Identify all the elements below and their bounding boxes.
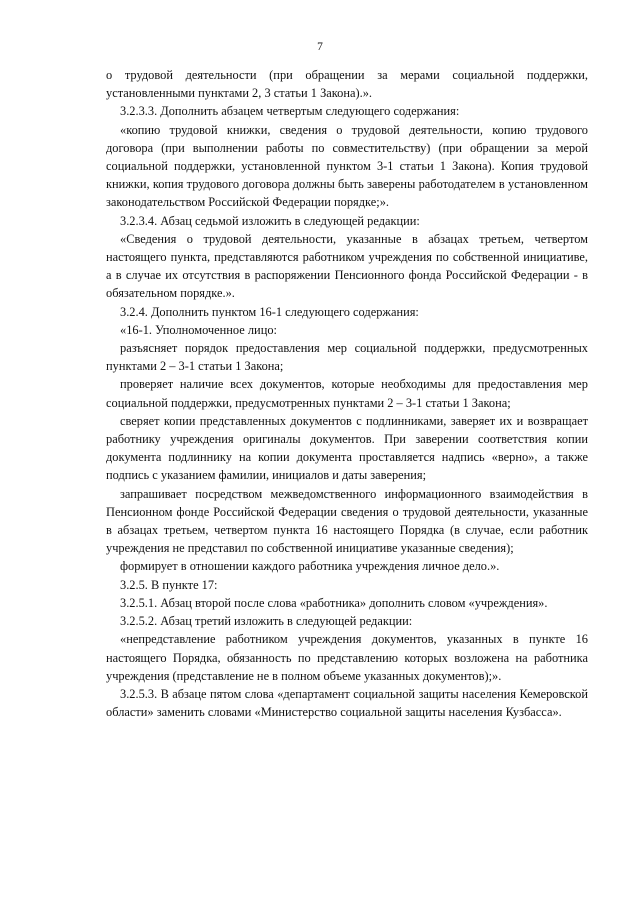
paragraph-3-2-5-1: 3.2.5.1. Абзац второй после слова «работника» дополнить словом «учреждения». (120, 595, 548, 610)
paragraph-verifies: сверяет копии представленных документов с подлинниками, заверяет их и возвращает работнику учреждения оригиналы документов. При заверении соответствия копии документа подлиннику на копии документа проставляется надпись «верно», а также подпись с указанием фамилии, инициалов и даты заверения; (106, 413, 588, 483)
paragraph-3-2-5: 3.2.5. В пункте 17: (120, 577, 218, 592)
page-number: 7 (317, 41, 323, 53)
paragraph-quote-labor-info: «Сведения о трудовой деятельности, указанные в абзацах третьем, четвертом настоящего пункта, представляются работником учреждения по собственной инициативе, а в случае их отсутствия в распоряжении Пенсионного фонда Российской Федерации - в обязательном порядке.». (106, 231, 588, 301)
paragraph-explains: разъясняет порядок предоставления мер социальной поддержки, предусмотренных пунктами 2 – 3-1 статьи 1 Закона; (106, 341, 588, 374)
paragraph-quote-non-submission: «непредставление работником учреждения документов, указанных в пункте 16 настоящего Порядка, обязанность по представлению которых возложена на работника учреждения (представление не в полном объеме указанных документов);». (106, 632, 588, 683)
paragraph-3-2-3-3: 3.2.3.3. Дополнить абзацем четвертым следующего содержания: (120, 104, 460, 119)
paragraph-3-2-5-2: 3.2.5.2. Абзац третий изложить в следующей редакции: (120, 614, 413, 629)
paragraph-3-2-3-4: 3.2.3.4. Абзац седьмой изложить в следующей редакции: (120, 213, 420, 228)
paragraph-3-2-4: 3.2.4. Дополнить пунктом 16-1 следующего содержания: (120, 304, 419, 319)
document-body (106, 66, 588, 721)
paragraph-16-1-title: «16-1. Уполномоченное лицо: (120, 322, 277, 337)
paragraph-quote-labor-book: «копию трудовой книжки, сведения о трудовой деятельности, копию трудового договора (при выполнении работы по совместительству) (при обращении за мерой социальной поддержки, установленной пунктом 3-1 статьи 1 Закона). Копия трудовой книжки, копия трудового договора должны быть заверены работодателем в установленном законодательством Российской Федерации порядке;». (106, 122, 588, 210)
paragraph-checks: проверяет наличие всех документов, которые необходимы для предоставления мер социальной поддержки, предусмотренных пунктами 2 – 3-1 статьи 1 Закона; (106, 377, 588, 410)
paragraph-forms-file: формирует в отношении каждого работника учреждения личное дело.». (120, 559, 500, 574)
paragraph-requests: запрашивает посредством межведомственного информационного взаимодействия в Пенсионном фонде Российской Федерации сведения о трудовой деятельности, указанные в абзацах третьем, четвертом пункта 16 настоящего Порядка (в случае, если работник учреждения не представил по собственной инициативе указанные сведения); (106, 486, 588, 556)
paragraph-3-2-5-3: 3.2.5.3. В абзаце пятом слова «департамент социальной защиты населения Кемеровской области» заменить словами «Министерство социальной защиты населения Кузбасса». (106, 686, 588, 720)
paragraph-continuation: о трудовой деятельности (при обращении за мерами социальной поддержки, установленными пунктами 2, 3 статьи 1 Закона).». (106, 68, 588, 101)
